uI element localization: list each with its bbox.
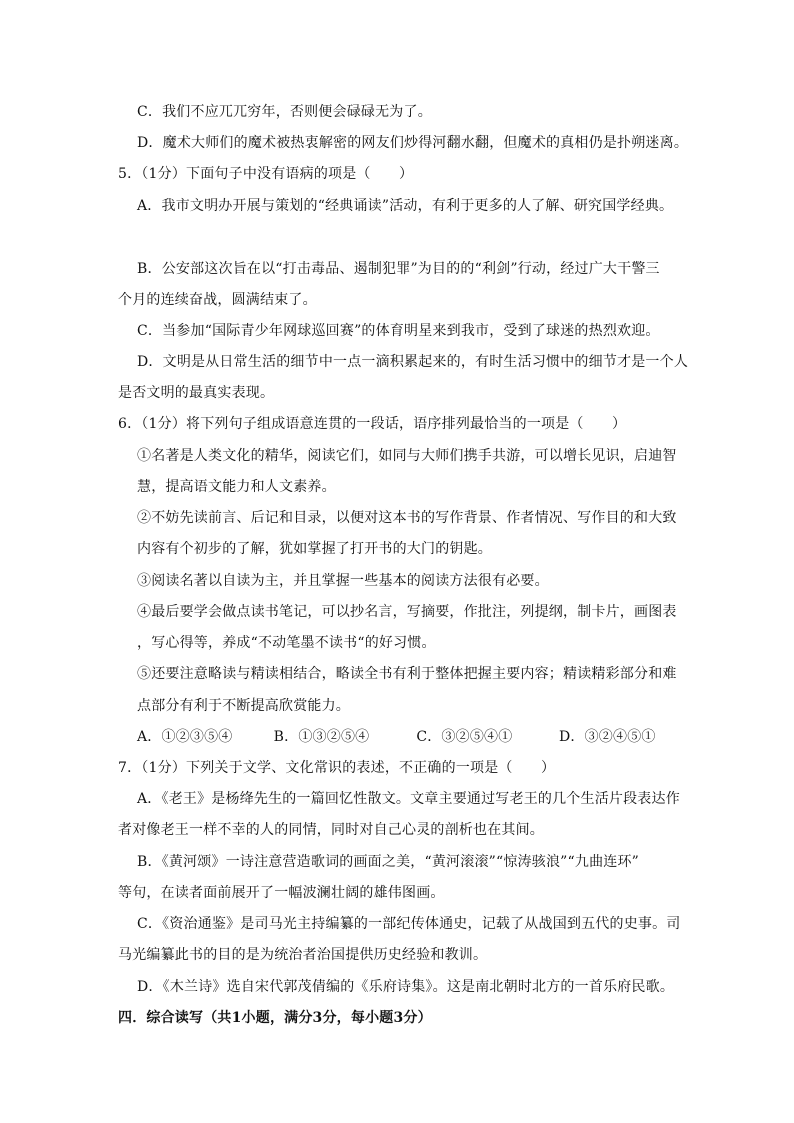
q4-option-d: D．魔术大师们的魔术被热衷解密的网友们炒得河翻水翻，但魔术的真相仍是扑朔迷离。	[137, 135, 689, 151]
q5-option-c: C．当参加“国际青少年网球巡回赛”的体育明星来到我市，受到了球迷的热烈欢迎。	[137, 323, 660, 339]
q7-option-c-line1: C．《资治通鉴》是司马光主持编纂的一部纪传体通史，记载了从战国到五代的史事。司	[137, 916, 681, 932]
q5-option-b-line1: B．公安部这次旨在以“打击毒品、遏制犯罪”为目的的“利剑”行动，经过广大干警三	[137, 261, 660, 277]
q6-sentence-2-line2: 内容有个初步的了解，犹如掌握了打开书的大门的钥匙。	[137, 541, 492, 557]
q5-stem: 5．（1分）下面句子中没有语病的项是（ ）	[118, 166, 414, 182]
q6-choices	[137, 727, 656, 747]
q7-option-a-line2: 者对像老王一样不幸的人的同情，同时对自己心灵的剖析也在其间。	[118, 822, 544, 838]
q7-option-d: D．《木兰诗》选自宋代郭茂倩编的《乐府诗集》。这是南北朝时北方的一首乐府民歌。	[137, 979, 675, 995]
q5-option-d-line2: 是否文明的最真实表现。	[118, 385, 275, 401]
q6-choice-a: A．①②③⑤④	[137, 729, 233, 745]
q5-option-b-line2: 个月的连续奋战，圆满结束了。	[118, 292, 317, 308]
q6-sentence-5-line2: 点部分有利于不断提高欣赏能力。	[137, 698, 350, 714]
q5-option-a: A．我市文明办开展与策划的“经典诵读”活动，有利于更多的人了解、研究国学经典。	[137, 198, 674, 214]
q6-sentence-4-line2: ，写心得等，养成“不动笔墨不读书“的好习惯。	[137, 635, 436, 651]
q5-option-d-line1: D．文明是从日常生活的细节中一点一滴积累起来的，有时生活习惯中的细节才是一个人	[137, 354, 689, 370]
q6-sentence-5-line1: ⑤还要注意略读与精读相结合，略读全书有利于整体把握主要内容；精读精彩部分和难	[137, 666, 677, 682]
q7-stem: 7．（1分）下列关于文学、文化常识的表述，不正确的一项是（ ）	[118, 760, 556, 776]
q4-option-c: C．我们不应兀兀穷年，否则便会碌碌无为了。	[137, 104, 432, 120]
q6-choice-c: C．③②⑤④①	[416, 729, 513, 745]
q6-sentence-2-line1: ②不妨先读前言、后记和目录，以便对这本书的写作背景、作者情况、写作目的和大致	[137, 510, 677, 526]
q6-choice-b: B．①③②⑤④	[273, 729, 370, 745]
section-4-heading: 四．综合读写（共1小题，满分3分，每小题3分）	[118, 1010, 432, 1026]
q6-sentence-4-line1: ④最后要学会做点读书笔记，可以抄名言，写摘要，作批注，列提纲，制卡片，画图表	[137, 604, 677, 620]
q7-option-b-line2: 等句，在读者面前展开了一幅波澜壮阔的雄伟图画。	[118, 885, 445, 901]
q6-sentence-1-line1: ①名著是人类文化的精华，阅读它们，如同与大师们携手共游，可以增长见识，启迪智	[137, 448, 677, 464]
q7-option-c-line2: 马光编纂此书的目的是为统治者治国提供历史经验和教训。	[118, 947, 488, 963]
q7-option-b-line1: B．《黄河颂》一诗注意营造歌词的画面之美，“黄河滚滚”“惊涛骇浪”“九曲连环”	[137, 854, 640, 870]
q7-option-a-line1: A．《老王》是杨绛先生的一篇回忆性散文。文章主要通过写老王的几个生活片段表达作	[137, 791, 680, 807]
q6-stem: 6．（1分）将下列句子组成语意连贯的一段话，语序排列最恰当的一项是（ ）	[118, 416, 627, 432]
q6-sentence-1-line2: 慧，提高语文能力和人文素养。	[137, 479, 336, 495]
q6-sentence-3: ③阅读名著以自读为主，并且掌握一些基本的阅读方法很有必要。	[137, 573, 549, 589]
q6-choice-d: D．③②④⑤①	[558, 729, 656, 745]
